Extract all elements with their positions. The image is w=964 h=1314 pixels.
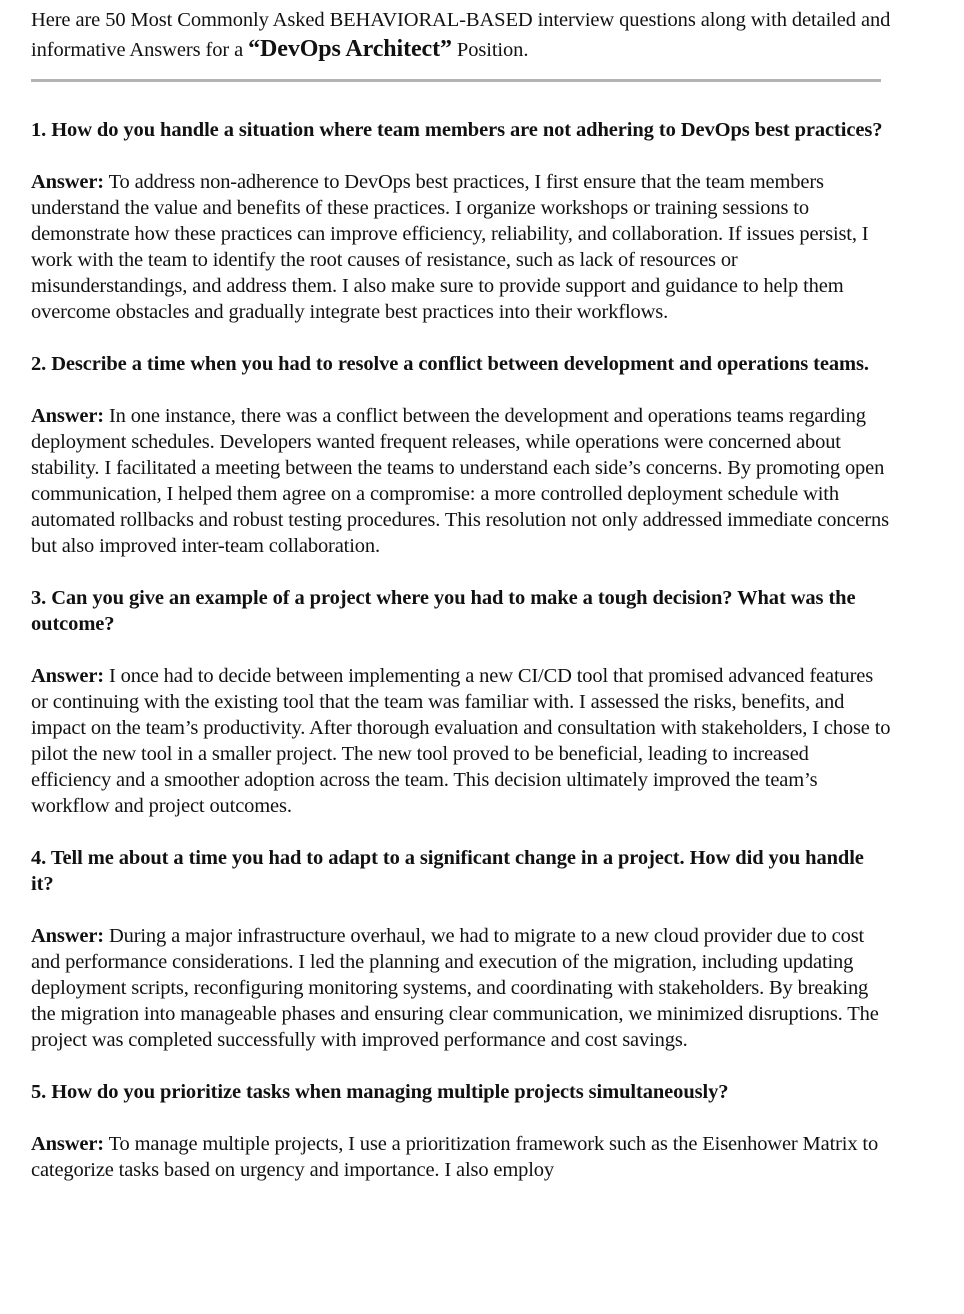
question-3: 3. Can you give an example of a project where you had to make a tough decision? What was the outcome? bbox=[31, 587, 856, 635]
answer-text-1: To address non-adherence to DevOps best practices, I first ensure that the team members understand the value and benefits of these practices. I organize workshops or training sessions to demonstrate how these practices can improve efficiency, reliability, and collaboration. If issues persist, I work with the team to identify the root causes of resistance, such as lack of resources or misunderstandings, and address them. I also make sure to provide support and guidance to help them overcome obstacles and gradually integrate best practices into their workflows. bbox=[31, 171, 869, 323]
answer-5 bbox=[31, 1131, 891, 1183]
question-4: 4. Tell me about a time you had to adapt to a significant change in a project. How did you handle it? bbox=[31, 847, 864, 895]
question-1: 1. How do you handle a situation where team members are not adhering to DevOps best practices? bbox=[31, 119, 883, 141]
answer-1 bbox=[31, 169, 891, 325]
horizontal-divider bbox=[31, 79, 881, 82]
intro-paragraph bbox=[31, 6, 891, 65]
qa-item-2 bbox=[31, 351, 891, 559]
answer-label: Answer: bbox=[31, 925, 104, 947]
answer-text-3: I once had to decide between implementing a new CI/CD tool that promised advanced features or continuing with the existing tool that the team was familiar with. I assessed the risks, benefits, and impact on the team’s productivity. After thorough evaluation and consultation with stakeholders, I chose to pilot the new tool in a smaller project. The new tool proved to be beneficial, leading to increased efficiency and a smoother adoption across the team. This decision ultimately improved the team’s workflow and project outcomes. bbox=[31, 665, 891, 817]
qa-item-3 bbox=[31, 585, 891, 819]
question-2: 2. Describe a time when you had to resolve a conflict between development and operations teams. bbox=[31, 353, 869, 375]
qa-item-1 bbox=[31, 117, 891, 325]
answer-2 bbox=[31, 403, 891, 559]
answer-text-5: To manage multiple projects, I use a prioritization framework such as the Eisenhower Matrix to categorize tasks based on urgency and importance. I also employ bbox=[31, 1133, 879, 1181]
answer-label: Answer: bbox=[31, 405, 104, 427]
document-page bbox=[31, 6, 891, 1209]
answer-label: Answer: bbox=[31, 1133, 104, 1155]
qa-item-4 bbox=[31, 845, 891, 1053]
question-5: 5. How do you prioritize tasks when managing multiple projects simultaneously? bbox=[31, 1081, 729, 1103]
intro-role: “DevOps Architect” bbox=[248, 36, 452, 62]
answer-text-2: In one instance, there was a conflict between the development and operations teams regarding deployment schedules. Developers wanted frequent releases, while operations were concerned about stability. I facilitated a meeting between the teams to understand each side’s concerns. By promoting open communication, I helped them agree on a compromise: a more controlled deployment schedule with automated rollbacks and robust testing procedures. This resolution not only addressed immediate concerns but also improved inter-team collaboration. bbox=[31, 405, 889, 557]
answer-4 bbox=[31, 923, 891, 1053]
qa-item-5 bbox=[31, 1079, 891, 1183]
answer-label: Answer: bbox=[31, 665, 104, 687]
answer-label: Answer: bbox=[31, 171, 104, 193]
answer-text-4: During a major infrastructure overhaul, we had to migrate to a new cloud provider due to cost and performance considerations. I led the planning and execution of the migration, including updating deployment scripts, reconfiguring monitoring systems, and coordinating with stakeholders. By breaking the migration into manageable phases and ensuring clear communication, we minimized disruptions. The project was completed successfully with improved performance and cost savings. bbox=[31, 925, 879, 1051]
answer-3 bbox=[31, 663, 891, 819]
intro-text-before: Here are 50 Most Commonly Asked BEHAVIORAL-BASED interview questions along with detailed and informative Answers for a bbox=[31, 9, 891, 61]
intro-text-after: Position. bbox=[451, 39, 529, 61]
